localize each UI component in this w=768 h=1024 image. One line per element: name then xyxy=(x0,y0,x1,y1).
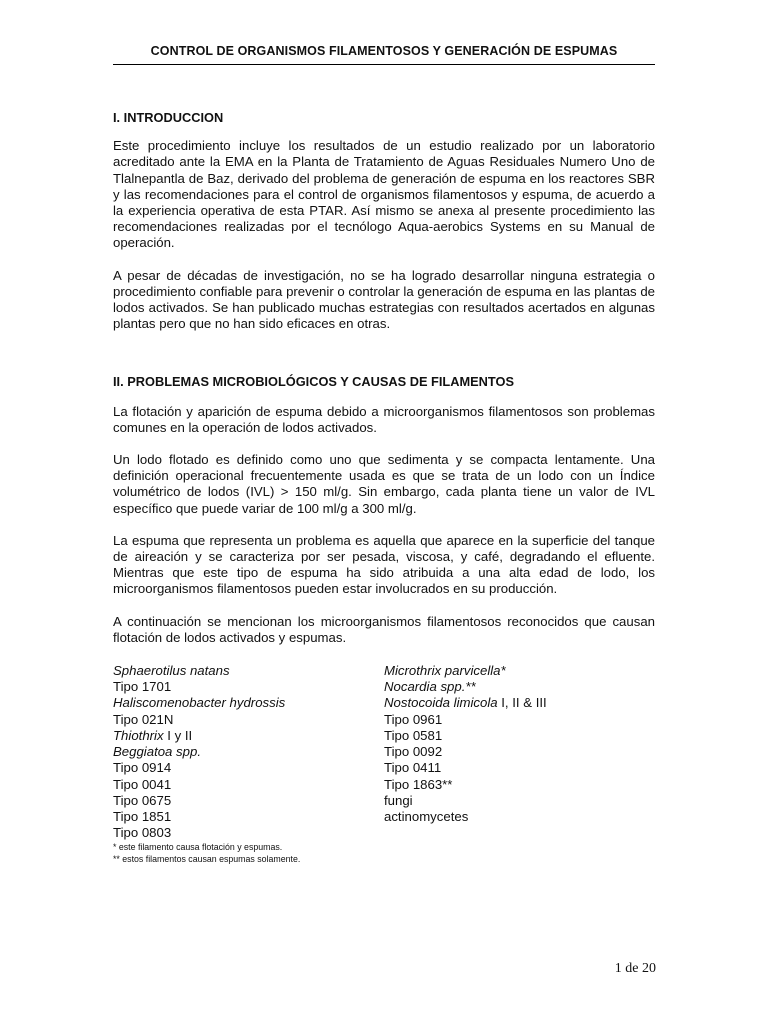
section-heading-introduccion: I. INTRODUCCION xyxy=(113,110,224,125)
problems-paragraph-1: La flotación y aparición de espuma debido a microorganismos filamentosos son problemas comunes en la operación de lodos activados. xyxy=(113,403,655,435)
organism-item: fungi xyxy=(384,792,413,808)
footnote-single-asterisk: * este filamento causa flotación y espumas. xyxy=(113,842,283,853)
organism-list-left xyxy=(113,663,384,841)
organism-item: Tipo 1863** xyxy=(384,776,453,792)
organism-list xyxy=(113,663,655,841)
organism-item: actinomycetes xyxy=(384,808,469,824)
organism-item: Tipo 0411 xyxy=(384,760,442,776)
organism-item: Tipo 0581 xyxy=(384,727,443,743)
problems-paragraph-4: A continuación se mencionan los microorganismos filamentosos reconocidos que causan flotación de lodos activados y espumas. xyxy=(113,613,655,645)
footnotes xyxy=(113,841,655,865)
organism-list-right xyxy=(384,663,655,841)
organism-item: Thiothrix I y II xyxy=(113,727,193,743)
document-header-title: CONTROL DE ORGANISMOS FILAMENTOSOS Y GENERACIÓN DE ESPUMAS xyxy=(150,44,618,58)
organism-item: Sphaerotilus natans xyxy=(113,663,230,679)
organism-item: Tipo 021N xyxy=(113,711,174,727)
organism-item: Tipo 0041 xyxy=(113,776,172,792)
organism-item: Tipo 0092 xyxy=(384,744,443,760)
organism-item: Tipo 0914 xyxy=(113,760,172,776)
header-divider xyxy=(113,64,655,65)
organism-item: Tipo 0803 xyxy=(113,825,172,841)
organism-item: Tipo 1701 xyxy=(113,679,172,695)
document-body xyxy=(113,110,655,865)
organism-item: Nostocoida limicola I, II & III xyxy=(384,695,547,711)
problems-paragraph-3: La espuma que representa un problema es aquella que aparece en la superficie del tanque de aireación y se caracteriza por ser pesada, viscosa, y café, degradando el efluente. Mientras que este tipo de espuma ha sido atribuida a una alta edad de lodo, los microorganismos filamentosos pueden estar involucrados en su producción. xyxy=(113,532,655,597)
intro-paragraph-1: Este procedimiento incluye los resultados de un estudio realizado por un laboratorio acreditado ante la EMA en la Planta de Tratamiento de Aguas Residuales Numero Uno de Tlalnepantla de Baz, derivado del problema de generación de espuma en los reactores SBR y las recomendaciones para el control de organismos filamentosos y espuma, de acuerdo a la experiencia operativa de esta PTAR. Así mismo se anexa al presente procedimiento las recomendaciones realizadas por el tecnólogo Aqua-aerobics Systems en su Manual de operación. xyxy=(113,138,655,251)
organism-item: Tipo 0675 xyxy=(113,792,172,808)
organism-item: Haliscomenobacter hydrossis xyxy=(113,695,286,711)
intro-paragraph-2: A pesar de décadas de investigación, no se ha logrado desarrollar ninguna estrategia o procedimiento confiable para prevenir o controlar la generación de espuma en las plantas de lodos activados. Se han publicado muchas estrategias con resultados acertados en algunas plantas pero que no han sido eficaces en otras. xyxy=(113,267,655,332)
organism-item: Tipo 0961 xyxy=(384,711,443,727)
organism-item: Beggiatoa spp. xyxy=(113,744,201,760)
footnote-double-asterisk: ** estos filamentos causan espumas solamente. xyxy=(113,854,301,865)
organism-item: Nocardia spp.** xyxy=(384,679,476,695)
page-number: 1 de 20 xyxy=(614,961,656,976)
organism-item: Tipo 1851 xyxy=(113,808,172,824)
organism-item: Microthrix parvicella* xyxy=(384,663,506,679)
section-heading-problemas: II. PROBLEMAS MICROBIOLÓGICOS Y CAUSAS DE FILAMENTOS xyxy=(113,374,515,390)
problems-paragraph-2: Un lodo flotado es definido como uno que sedimenta y se compacta lentamente. Una definición operacional frecuentemente usada es que se trata de un lodo con un Índice volumétrico de lodos (IVL) > 150 ml/g. Sin embargo, cada planta tiene un valor de IVL específico que puede variar de 100 ml/g a 300 ml/g. xyxy=(113,452,655,516)
